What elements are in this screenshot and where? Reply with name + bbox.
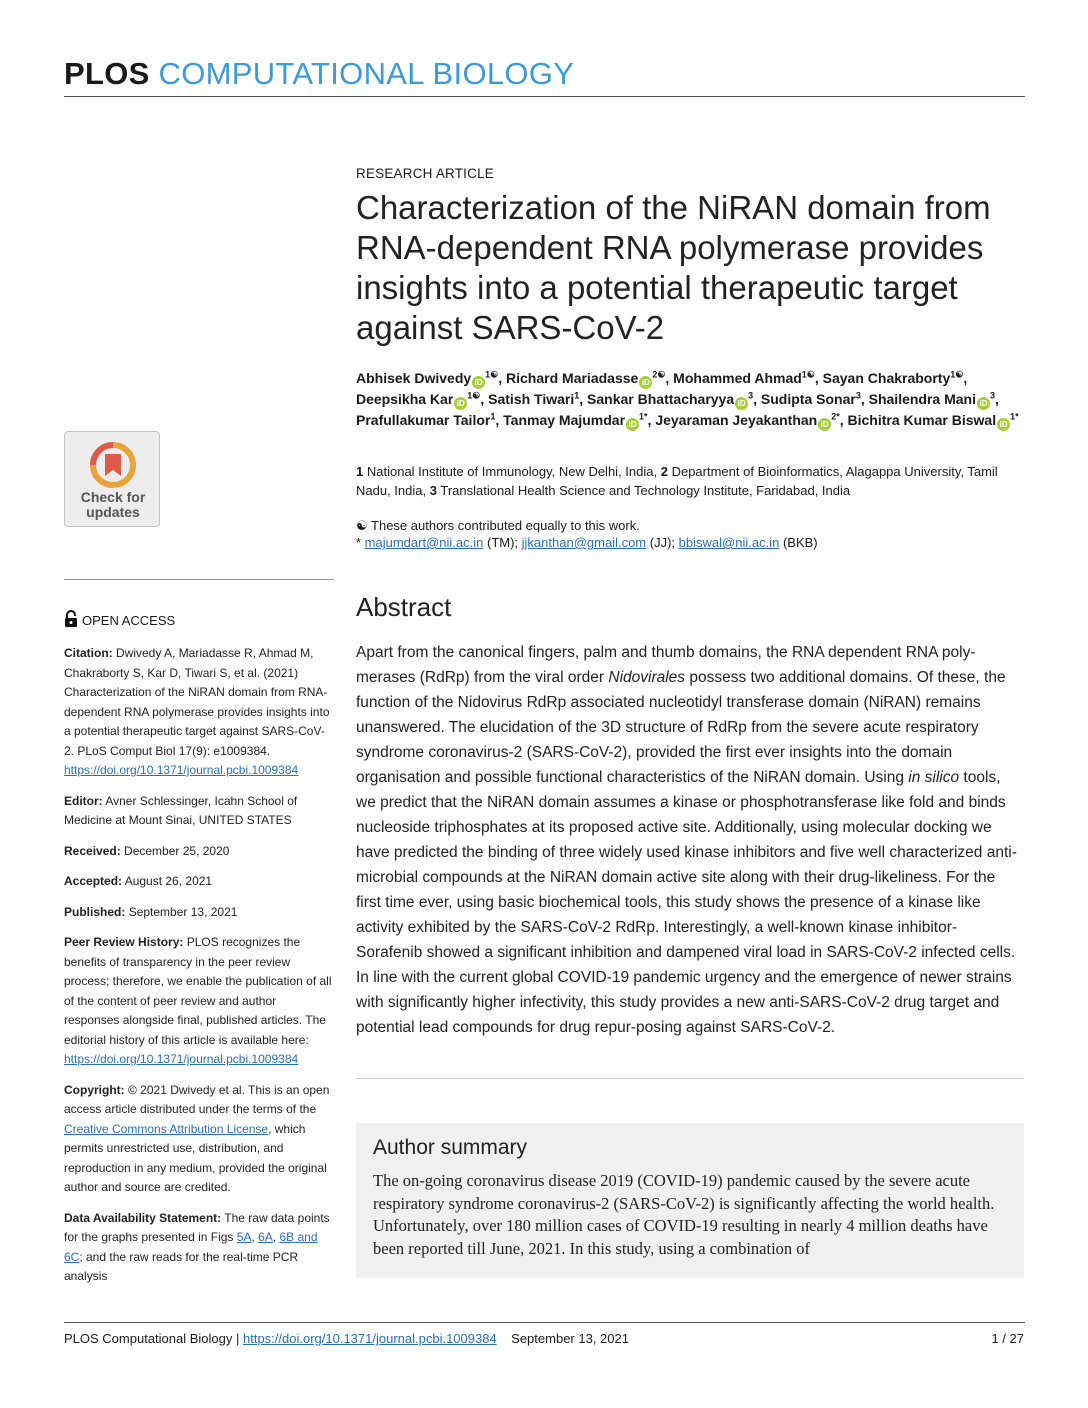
author-name: Mohammed Ahmad bbox=[673, 370, 802, 386]
author-affiliation-marker: 3 bbox=[989, 390, 995, 401]
abstract-heading: Abstract bbox=[356, 592, 452, 622]
abstract-italic-term: in silico bbox=[908, 769, 960, 786]
orcid-icon[interactable]: iD bbox=[818, 418, 831, 431]
asterisk: * bbox=[356, 535, 365, 550]
data-availability-block: Data Availability Statement: The raw data points for the graphs presented in Figs 5A, 6A, 6B and 6C; and the raw reads for the real-time PCR analysis bbox=[64, 1210, 330, 1283]
orcid-icon[interactable]: iD bbox=[977, 397, 990, 410]
peer-review-link[interactable]: https://doi.org/10.1371/journal.pcbi.1009384 bbox=[64, 1052, 299, 1066]
affiliations bbox=[356, 462, 1024, 500]
abstract-segment: Apart from the canonical fingers, palm and thumb domains, the RNA dependent RNA poly-merases (RdRp) from the viral order bbox=[356, 644, 976, 686]
author-affiliation-marker: 1☯ bbox=[950, 369, 964, 380]
figure-link[interactable]: 5A bbox=[236, 1230, 252, 1244]
footer-date: September 13, 2021 bbox=[511, 1331, 629, 1346]
editor-block bbox=[64, 792, 334, 831]
footer-journal: PLOS Computational Biology | bbox=[64, 1331, 240, 1346]
article-metadata-sidebar bbox=[64, 644, 334, 1298]
corresponding-emails bbox=[356, 534, 818, 552]
abstract-segment: possess two additional domains. Of these, the function of the Nidovirus RdRp associated nucleotidyl transferase domain (NiRAN) remains unanswered. The elucidation of the 3D structure of RdRp from the severe acute respiratory syndrome coronavirus-2 (SARS-CoV-2), provided the first ever insights into the domain organisation and possible functional characteristics of the NiRAN domain. Using bbox=[356, 669, 1006, 786]
copyright-block bbox=[64, 1081, 334, 1198]
author-affiliation-marker: 1☯ bbox=[467, 390, 481, 401]
orcid-icon[interactable]: iD bbox=[735, 397, 748, 410]
author-affiliation-marker: 3 bbox=[855, 390, 861, 401]
email-link[interactable]: bbiswal@nii.ac.in bbox=[678, 535, 780, 550]
update-badge-icon bbox=[86, 440, 140, 490]
affiliation-text: Department of Bioinformatics, Alagappa University, Tamil Nadu, India, bbox=[356, 464, 998, 498]
copyright-label: Copyright: bbox=[64, 1082, 125, 1097]
email-link[interactable]: jjkanthan@gmail.com bbox=[521, 535, 647, 550]
published-block bbox=[64, 903, 334, 923]
author-name: Bichitra Kumar Biswal bbox=[847, 412, 997, 428]
published-label: Published: bbox=[64, 904, 126, 919]
orcid-icon[interactable]: iD bbox=[472, 376, 485, 389]
footer-divider bbox=[64, 1322, 1025, 1323]
author-name: Satish Tiwari bbox=[488, 391, 575, 407]
author-affiliation-marker: 1* bbox=[1010, 411, 1019, 422]
author-summary-heading: Author summary bbox=[373, 1136, 528, 1159]
sidebar-divider bbox=[64, 579, 334, 580]
journal-logo-plos: PLOS bbox=[64, 56, 150, 91]
author-list: Abhisek Dwivedy $iD^{1☯}$, Richard Mariadasse $iD^{2☯}$, Mohammed Ahmad$^{1☯}$, Sayan Chakraborty$^{1☯}$, Deepsikha Kar $iD^{1☯}$, Satish Tiwari$^1$, Sankar Bhattacharyya $iD^3$, Sudipta Sonar$^3$, Shailendra Mani $iD^3$, Prafullakumar Tailor$^1$, Tanmay Majumdar $iD^{1*}$, Jeyaraman Jeyakanthan $iD^{2*}$, Bichitra Kumar Biswal $iD^{1*}$ bbox=[356, 369, 1019, 429]
accepted-block bbox=[64, 872, 334, 892]
open-access-text: OPEN ACCESS bbox=[82, 613, 176, 628]
author-name: Abhisek Dwivedy bbox=[356, 370, 472, 386]
affiliation-text: National Institute of Immunology, New Delhi, India, bbox=[366, 464, 658, 479]
author-affiliation-marker: 1 bbox=[490, 411, 496, 422]
author-name: Jeyaraman Jeyakanthan bbox=[655, 412, 818, 428]
figure-link[interactable]: 6B and 6C bbox=[64, 1230, 318, 1264]
page-footer bbox=[64, 1331, 629, 1346]
abstract-text bbox=[356, 640, 1020, 1040]
abstract-divider bbox=[356, 1078, 1024, 1079]
abstract-segment: tools, we predict that the NiRAN domain assumes a kinase or phosphotransferase like fold and binds nucleoside triphosphates at its proposed active site. Additionally, using molecular docking we have predicted the binding of three widely used kinase inhibitors and five well characterized anti-microbial compounds at the NiRAN domain active site along with their drug-likeliness. For the first time ever, using basic biochemical tools, this study shows the presence of a kinase like activity exhibited by the SARS-CoV-2 RdRp. Interestingly, a well-known kinase inhibitor- Sorafenib showed a significant inhibition and dampened viral load in SARS-CoV-2 infected cells. In line with the current global COVID-19 pandemic urgency and the emergence of newer strains with significantly higher infectivity, this study provides a new anti-SARS-CoV-2 drug target and potential lead compounds for drug repur-posing against SARS-CoV-2. bbox=[356, 769, 1017, 1036]
received-date: December 25, 2020 bbox=[124, 843, 230, 858]
orcid-icon[interactable]: iD bbox=[997, 418, 1010, 431]
accepted-date: August 26, 2021 bbox=[124, 874, 213, 888]
author-affiliation-marker: 2☯ bbox=[652, 369, 666, 380]
author-affiliation-marker: 1 bbox=[574, 390, 580, 401]
article-title: Characterization of the NiRAN domain from RNA-dependent RNA polymerase provides insights into a potential therapeutic target against SARS-CoV-2 bbox=[356, 189, 991, 346]
data-availability-text: The raw data points for the graphs presented in Figs bbox=[64, 1210, 330, 1244]
author-affiliation-marker: 1* bbox=[639, 411, 648, 422]
page-number: 1 / 27 bbox=[991, 1331, 1024, 1346]
peer-review-text: PLOS recognizes the benefits of transparency in the peer review process; therefore, we enable the publication of all of the content of peer review and author responses alongside final, published articles. The editorial history of this article is available here: bbox=[64, 935, 332, 1047]
email-initials: (BKB) bbox=[782, 535, 818, 550]
author-affiliation-marker: 1☯ bbox=[485, 369, 499, 380]
data-availability-label: Data Availability Statement: bbox=[64, 1210, 222, 1225]
peer-review-label: Peer Review History: bbox=[64, 935, 184, 949]
citation-block bbox=[64, 644, 334, 781]
received-label: Received: bbox=[64, 843, 121, 858]
email-initials: (JJ); bbox=[649, 535, 676, 550]
journal-logo bbox=[64, 56, 574, 92]
author-affiliation-marker: 1☯ bbox=[801, 369, 815, 380]
citation-text: Dwivedy A, Mariadasse R, Ahmad M, Chakraborty S, Kar D, Tiwari S, et al. (2021) Characterization of the NiRAN domain from RNA-dependent RNA polymerase provides insights into a potential therapeutic target against SARS-CoV-2. PLoS Comput Biol 17(9): e1009384. bbox=[64, 646, 330, 758]
equal-contribution-note: ☯ These authors contributed equally to this work. bbox=[356, 518, 640, 533]
email-initials: (TM); bbox=[486, 535, 519, 550]
peer-review-block bbox=[64, 933, 334, 1070]
open-access-label bbox=[64, 610, 175, 628]
journal-logo-name: COMPUTATIONAL BIOLOGY bbox=[158, 56, 575, 91]
author-name: Sankar Bhattacharyya bbox=[587, 391, 735, 407]
author-name: Prafullakumar Tailor bbox=[356, 412, 491, 428]
figure-link[interactable]: 6A bbox=[258, 1230, 273, 1244]
author-name: Richard Mariadasse bbox=[506, 370, 639, 386]
article-type: RESEARCH ARTICLE bbox=[356, 166, 494, 181]
license-link[interactable]: Creative Commons Attribution License bbox=[64, 1121, 269, 1136]
accepted-label: Accepted: bbox=[64, 874, 123, 888]
author-summary-text: The on-going coronavirus disease 2019 (COVID-19) pandemic caused by the severe acute respiratory syndrome coronavirus-2 (SARS-CoV-2) is significantly affecting the world health. Unfortunately, over 180 million cases of COVID-19 resulting in nearly 4 million deaths have been reported till June, 2021. In this study, using a combination of bbox=[373, 1171, 995, 1258]
editor-text: Avner Schlessinger, Icahn School of Medicine at Mount Sinai, UNITED STATES bbox=[64, 793, 298, 827]
published-date: September 13, 2021 bbox=[128, 904, 238, 919]
author-name: Tanmay Majumdar bbox=[503, 412, 626, 428]
author-affiliation-marker: 2* bbox=[831, 411, 840, 422]
orcid-icon[interactable]: iD bbox=[626, 418, 639, 431]
author-affiliation-marker: 3 bbox=[748, 390, 754, 401]
received-block bbox=[64, 842, 334, 862]
citation-label: Citation: bbox=[64, 646, 113, 660]
abstract-italic-term: Nidovirales bbox=[608, 669, 686, 686]
affiliation-number: 1 bbox=[356, 464, 364, 479]
editor-label: Editor: bbox=[64, 793, 103, 808]
orcid-icon[interactable]: iD bbox=[639, 376, 652, 389]
author-name: Deepsikha Kar bbox=[356, 391, 454, 407]
copyright-text: © 2021 Dwivedy et al. This is an open access article distributed under the terms of the bbox=[64, 1082, 330, 1116]
author-name: Shailendra Mani bbox=[868, 391, 976, 407]
author-name: Sayan Chakraborty bbox=[822, 370, 951, 386]
citation-doi-link[interactable]: https://doi.org/10.1371/journal.pcbi.1009384 bbox=[64, 763, 299, 777]
author-name: Sudipta Sonar bbox=[760, 391, 856, 407]
badge-text: Check for updates bbox=[80, 489, 146, 520]
data-availability-text-end: ; and the raw reads for the real-time PCR analysis bbox=[64, 1249, 299, 1283]
header-divider bbox=[64, 96, 1025, 97]
affiliation-text: Translational Health Science and Technology Institute, Faridabad, India bbox=[440, 483, 851, 498]
email-link[interactable]: majumdart@nii.ac.in bbox=[364, 535, 484, 550]
affiliation-number: 2 bbox=[660, 464, 668, 479]
footer-doi-link[interactable]: https://doi.org/10.1371/journal.pcbi.1009384 bbox=[243, 1331, 497, 1346]
affiliation-number: 3 bbox=[429, 483, 437, 498]
orcid-icon[interactable]: iD bbox=[454, 397, 467, 410]
copyright-text-end: , which permits unrestricted use, distribution, and reproduction in any medium, provided the original author and source are credited. bbox=[64, 1121, 327, 1194]
check-for-updates-badge[interactable] bbox=[64, 431, 160, 527]
open-lock-icon bbox=[64, 610, 78, 628]
